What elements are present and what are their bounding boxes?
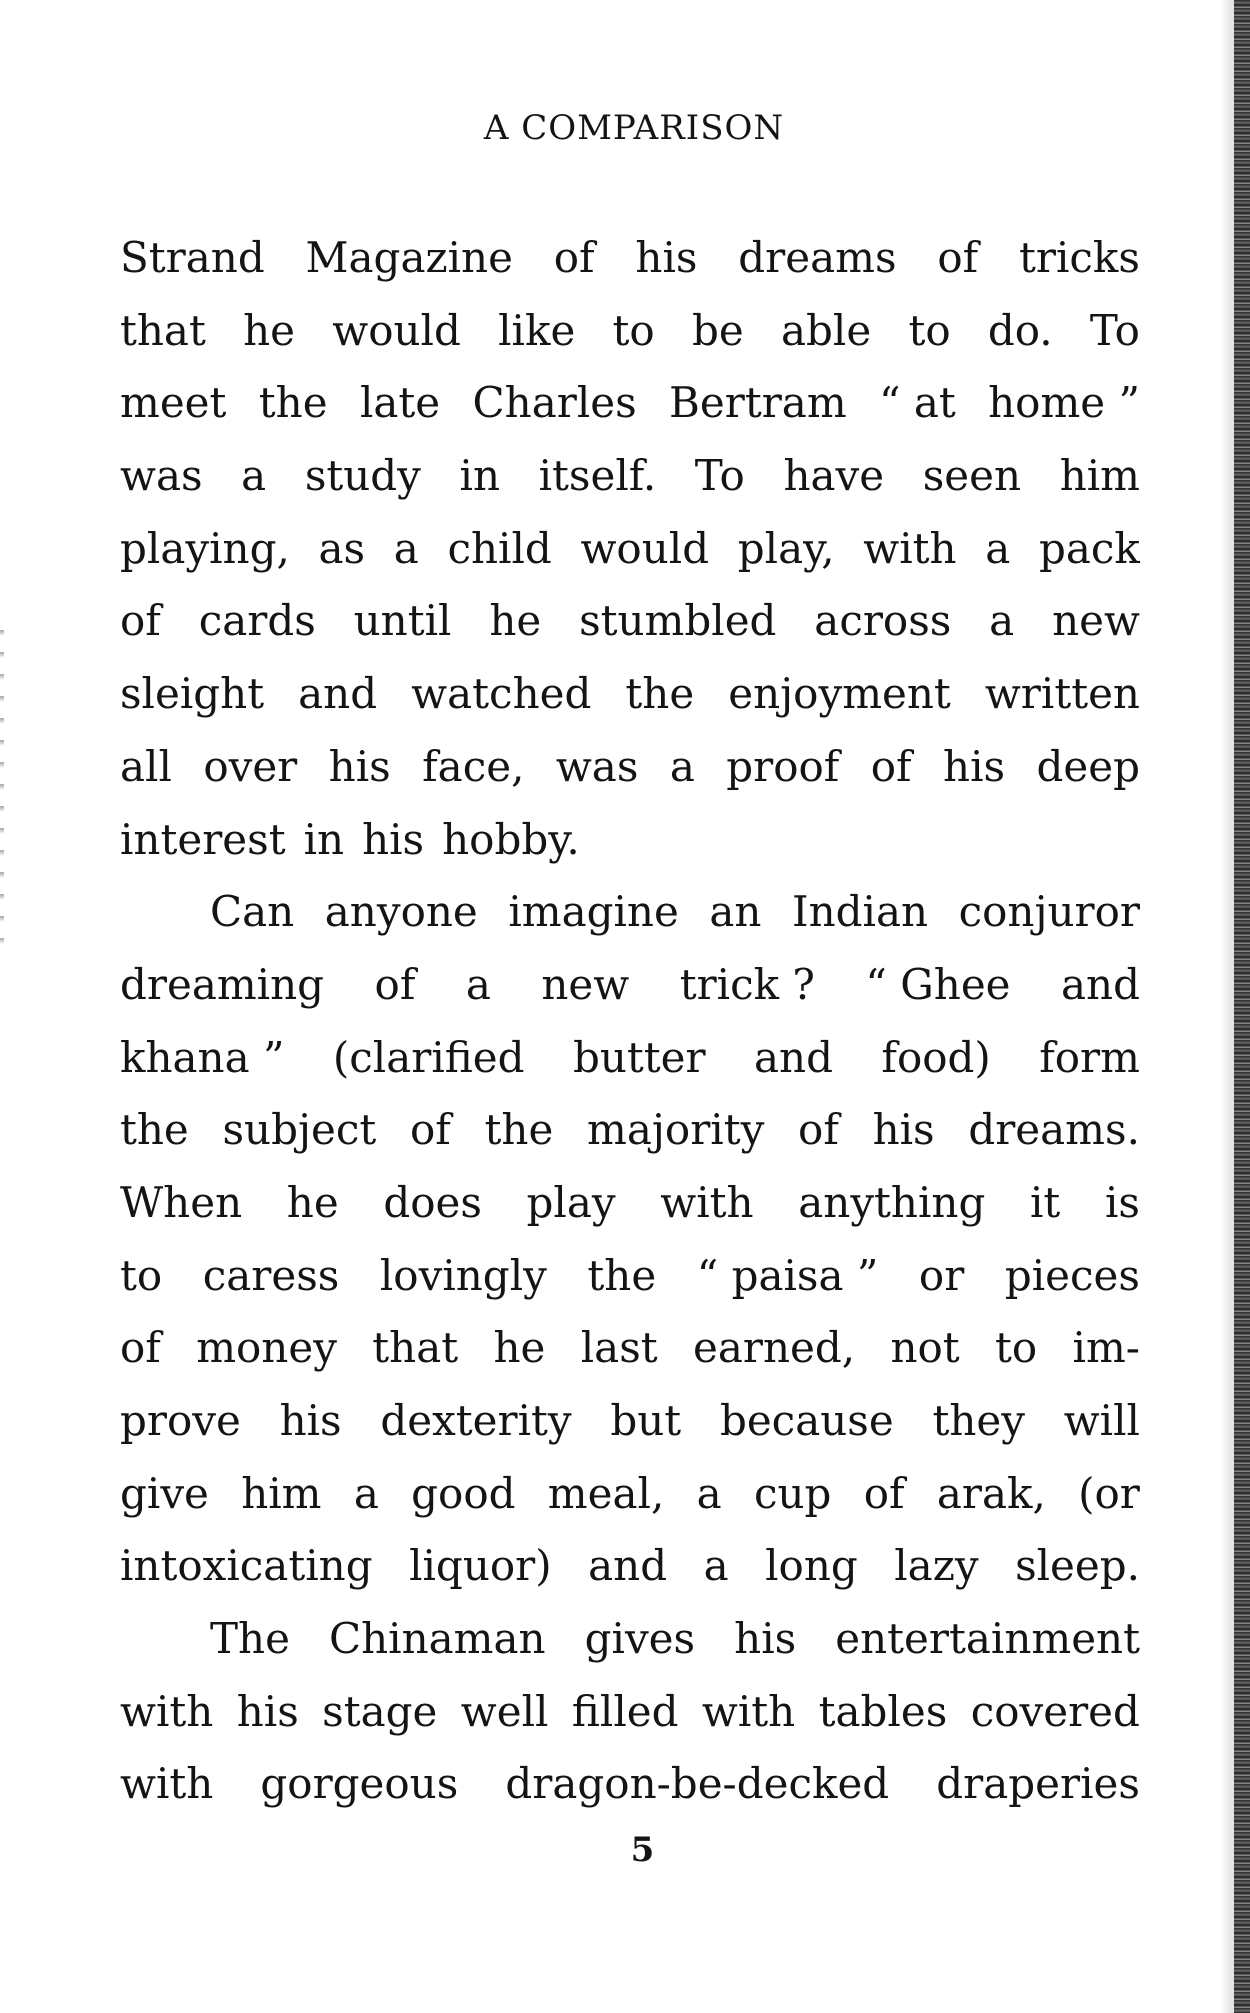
word: with xyxy=(120,1759,214,1809)
word: a xyxy=(669,741,695,791)
word: able xyxy=(780,305,872,355)
word: Magazine xyxy=(305,233,513,282)
word: that xyxy=(120,305,206,355)
word: his xyxy=(734,1614,797,1664)
word: that xyxy=(372,1323,459,1373)
word: of xyxy=(870,741,912,791)
word: not xyxy=(890,1323,960,1373)
word: anything xyxy=(798,1177,986,1227)
word: Charles xyxy=(472,378,637,428)
text-line xyxy=(120,1022,1140,1095)
word: earned, xyxy=(692,1323,856,1373)
word: with xyxy=(701,1686,796,1736)
word: to xyxy=(120,1250,163,1300)
word: play xyxy=(526,1177,616,1227)
word: a xyxy=(393,523,419,573)
word: a xyxy=(241,451,267,501)
word: of xyxy=(863,1468,905,1518)
word: well xyxy=(460,1686,549,1736)
word: in xyxy=(303,814,345,864)
text-line xyxy=(120,1094,1140,1167)
word: will xyxy=(1063,1396,1140,1445)
word: a xyxy=(985,523,1011,573)
word: was xyxy=(120,451,203,501)
word: Indian xyxy=(792,887,929,937)
word: a xyxy=(696,1468,722,1518)
word: form xyxy=(1039,1032,1140,1082)
word: child xyxy=(447,523,552,573)
word: across xyxy=(814,596,952,646)
word: his xyxy=(872,1105,935,1155)
word: anyone xyxy=(324,887,478,937)
word: intoxicating xyxy=(120,1541,373,1591)
word: imagine xyxy=(508,887,679,937)
text-line xyxy=(120,1530,1140,1603)
text-line xyxy=(120,1167,1140,1240)
text-line xyxy=(120,440,1140,513)
word: a xyxy=(989,596,1015,646)
word: To xyxy=(694,451,745,501)
word: of xyxy=(409,1105,451,1155)
word: meet xyxy=(120,378,227,428)
word: Bertram xyxy=(669,378,847,428)
word: dreams xyxy=(738,233,897,282)
body-text xyxy=(120,222,1140,1821)
word: itself. xyxy=(538,451,657,501)
text-line xyxy=(120,367,1140,440)
word: with xyxy=(120,1686,214,1736)
text-line xyxy=(120,731,1140,804)
word: play, xyxy=(737,523,835,573)
word: new xyxy=(541,959,630,1009)
scan-specks xyxy=(0,630,4,950)
word: him xyxy=(1059,451,1140,501)
word: subject xyxy=(222,1105,377,1155)
word: gives xyxy=(584,1614,696,1664)
word: good xyxy=(411,1468,516,1518)
word: his xyxy=(279,1396,342,1445)
word: food) xyxy=(881,1032,991,1082)
word: with xyxy=(660,1177,754,1227)
word: they xyxy=(932,1396,1025,1445)
word: would xyxy=(332,305,461,355)
word: Chinaman xyxy=(328,1614,546,1664)
word: sleep. xyxy=(1015,1541,1140,1591)
word: deep xyxy=(1036,741,1140,791)
word: of xyxy=(374,959,416,1009)
word: in xyxy=(459,451,501,501)
text-line xyxy=(120,876,1140,949)
word: meal, xyxy=(547,1468,665,1518)
word: his xyxy=(236,1686,299,1736)
word: trick ? xyxy=(679,959,815,1009)
text-line xyxy=(120,949,1140,1022)
word: the xyxy=(587,1250,657,1300)
word: dreaming xyxy=(120,959,325,1009)
word: Can xyxy=(210,887,295,937)
word: majority xyxy=(587,1105,765,1155)
word: of xyxy=(798,1105,839,1155)
word: face, xyxy=(422,741,525,791)
word: he xyxy=(489,596,542,646)
word: arak, xyxy=(936,1468,1046,1518)
word: was xyxy=(555,741,639,791)
text-line xyxy=(120,1603,1140,1676)
word: the xyxy=(120,1105,189,1155)
text-line xyxy=(120,222,1140,295)
word: draperies xyxy=(936,1759,1140,1809)
word: the xyxy=(258,378,328,428)
word: caress xyxy=(202,1250,340,1300)
running-head: A COMPARISON xyxy=(483,108,785,148)
word: and xyxy=(298,669,378,719)
word: proof xyxy=(726,741,840,791)
word: cards xyxy=(198,596,316,646)
word: watched xyxy=(411,669,592,719)
word: (or xyxy=(1078,1468,1140,1518)
word: his xyxy=(635,233,698,282)
text-line xyxy=(120,658,1140,731)
word: to xyxy=(995,1323,1038,1373)
word: new xyxy=(1052,596,1140,646)
word: playing, xyxy=(120,523,290,573)
word: be xyxy=(691,305,744,355)
text-line xyxy=(120,1458,1140,1531)
text-line xyxy=(120,513,1140,586)
word: his xyxy=(943,741,1006,791)
word: stage xyxy=(322,1686,438,1736)
word: it xyxy=(1030,1177,1061,1227)
word: him xyxy=(241,1468,322,1518)
word: im- xyxy=(1072,1323,1140,1373)
word: or xyxy=(918,1250,965,1300)
word: he xyxy=(243,305,296,355)
word: home ” xyxy=(988,378,1140,428)
word: long xyxy=(765,1541,858,1591)
word: butter xyxy=(572,1032,706,1082)
text-line xyxy=(120,1676,1140,1749)
word: as xyxy=(318,523,366,573)
word: have xyxy=(783,451,885,501)
text-line xyxy=(120,1312,1140,1385)
word: enjoyment xyxy=(728,669,951,719)
word: Strand xyxy=(120,233,265,282)
word: dexterity xyxy=(380,1396,572,1445)
word: a xyxy=(465,959,491,1009)
text-line xyxy=(120,585,1140,658)
word: conjuror xyxy=(958,887,1140,937)
word: entertainment xyxy=(835,1614,1140,1664)
word: the xyxy=(484,1105,554,1155)
word: he xyxy=(493,1323,546,1373)
word: prove xyxy=(120,1396,241,1445)
word: until xyxy=(353,596,452,646)
word: covered xyxy=(970,1686,1140,1736)
word: gorgeous xyxy=(260,1759,459,1809)
word: because xyxy=(719,1396,894,1445)
word: lovingly xyxy=(379,1250,547,1300)
word: to xyxy=(908,305,951,355)
word: study xyxy=(304,451,421,501)
word: of xyxy=(553,233,595,282)
word: with xyxy=(863,523,957,573)
word: does xyxy=(383,1177,482,1227)
word: like xyxy=(498,305,576,355)
word: pack xyxy=(1038,523,1140,573)
word: give xyxy=(120,1468,209,1518)
word: of xyxy=(120,596,161,646)
text-line xyxy=(120,1240,1140,1313)
word: of xyxy=(120,1323,161,1373)
text-line xyxy=(120,1748,1140,1821)
word: The xyxy=(210,1614,290,1664)
word: interest xyxy=(120,814,286,864)
word: stumbled xyxy=(579,596,777,646)
word: When xyxy=(120,1177,243,1227)
word: lazy xyxy=(894,1541,979,1591)
text-line xyxy=(120,295,1140,368)
word: he xyxy=(286,1177,339,1227)
word: dragon-be-decked xyxy=(505,1759,890,1809)
page-edge-shadow xyxy=(1220,0,1234,2013)
word: (clarified xyxy=(332,1032,525,1082)
word: sleight xyxy=(120,669,265,719)
page-number: 5 xyxy=(630,1830,655,1870)
word: “ Ghee xyxy=(865,959,1011,1009)
word: all xyxy=(120,741,172,791)
word: liquor) xyxy=(409,1541,552,1591)
word: tables xyxy=(818,1686,948,1736)
word: and xyxy=(754,1032,833,1082)
word: his xyxy=(328,741,391,791)
page-edge xyxy=(1234,0,1250,2013)
word: his xyxy=(362,814,425,864)
word: tricks xyxy=(1019,233,1140,282)
word: hobby. xyxy=(442,814,580,864)
word: to xyxy=(612,305,655,355)
word: would xyxy=(580,523,710,573)
word: of xyxy=(937,233,979,282)
word: written xyxy=(984,669,1140,719)
word: the xyxy=(625,669,695,719)
word: filled xyxy=(571,1686,679,1736)
text-line xyxy=(120,1385,1140,1458)
word: “ at xyxy=(879,378,956,428)
word: but xyxy=(610,1396,682,1445)
word: khana ” xyxy=(120,1032,285,1082)
word: do. xyxy=(987,305,1053,355)
word: and xyxy=(588,1541,668,1591)
word: pieces xyxy=(1004,1250,1140,1300)
word: over xyxy=(203,741,298,791)
word: cup xyxy=(753,1468,832,1518)
word: late xyxy=(359,378,441,428)
text-line xyxy=(120,804,1140,877)
word: a xyxy=(353,1468,379,1518)
word: last xyxy=(580,1323,658,1373)
word: dreams. xyxy=(968,1105,1140,1155)
word: is xyxy=(1104,1177,1140,1227)
word: “ paisa ” xyxy=(696,1250,879,1300)
word: an xyxy=(709,887,762,937)
word: money xyxy=(196,1323,337,1373)
word: a xyxy=(703,1541,729,1591)
word: seen xyxy=(922,451,1022,501)
word: and xyxy=(1061,959,1140,1009)
word: To xyxy=(1089,305,1140,355)
